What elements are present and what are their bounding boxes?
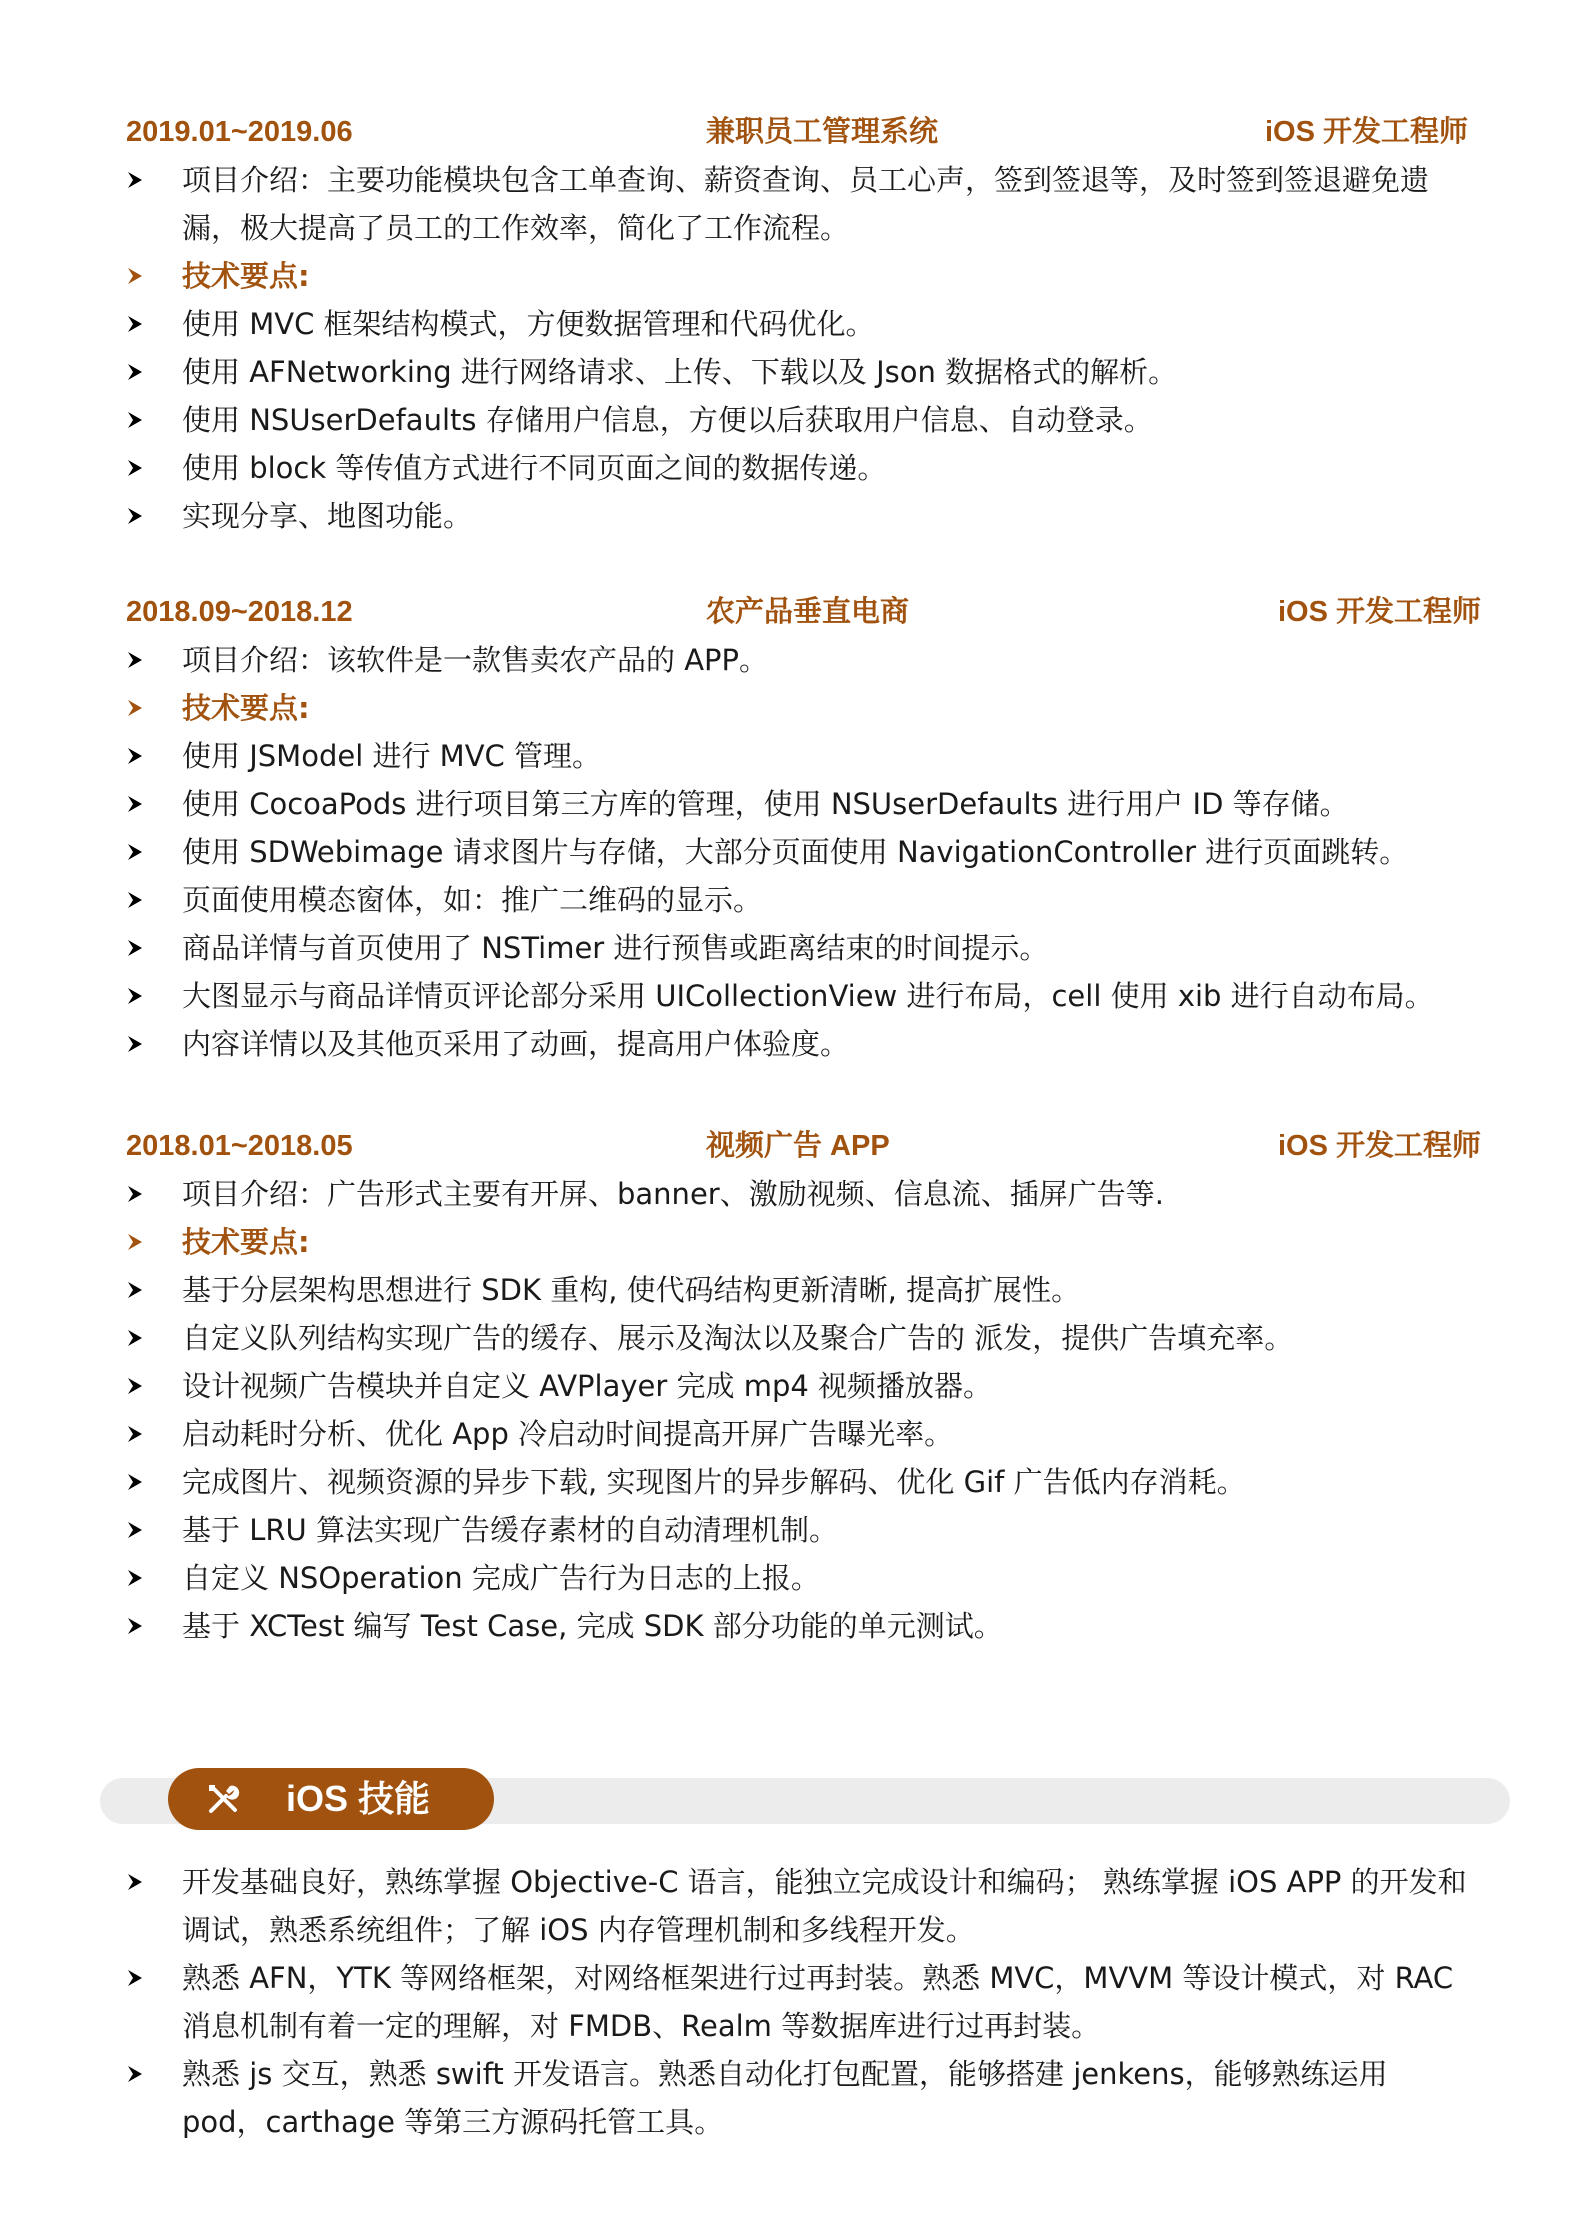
skills-section-heading bbox=[168, 1768, 494, 1830]
project-name: 兼职员工管理系统 bbox=[706, 116, 939, 148]
list-item: 商品详情与首页使用了 NSTimer 进行预售或距离结束的时间提示。 bbox=[0, 924, 1580, 972]
skills-section-title: iOS 技能 bbox=[286, 1778, 431, 1819]
arrow-bullet-icon bbox=[126, 252, 154, 300]
project-bullet-list bbox=[0, 636, 1580, 1068]
arrow-bullet-icon bbox=[126, 1858, 154, 1906]
project-name: 视频广告 APP bbox=[706, 1130, 890, 1162]
arrow-bullet-icon bbox=[126, 300, 154, 348]
list-item: 熟悉 AFN，YTK 等网络框架，对网络框架进行过再封装。熟悉 MVC，MVVM 等设计模式，对 RAC 消息机制有着一定的理解，对 FMDB、Realm 等数据库进行过再封装。 bbox=[0, 1954, 1580, 2050]
list-item: 基于分层架构思想进行 SDK 重构, 使代码结构更新清晰, 提高扩展性。 bbox=[0, 1266, 1580, 1314]
list-item: 项目介绍：广告形式主要有开屏、banner、激励视频、信息流、插屏广告等. bbox=[0, 1170, 1580, 1218]
list-item: 大图显示与商品详情页评论部分采用 UICollectionView 进行布局，cell 使用 xib 进行自动布局。 bbox=[0, 972, 1580, 1020]
arrow-bullet-icon bbox=[126, 684, 154, 732]
arrow-bullet-icon bbox=[126, 348, 154, 396]
arrow-bullet-icon bbox=[126, 1170, 154, 1218]
list-item: 自定义队列结构实现广告的缓存、展示及淘汰以及聚合广告的 派发，提供广告填充率。 bbox=[0, 1314, 1580, 1362]
list-item: 熟悉 js 交互，熟悉 swift 开发语言。熟悉自动化打包配置，能够搭建 jenkens，能够熟练运用 pod，carthage 等第三方源码托管工具。 bbox=[0, 2050, 1580, 2146]
project-date: 2018.01~2018.05 bbox=[126, 1130, 353, 1162]
arrow-bullet-icon bbox=[126, 1020, 154, 1068]
tools-icon bbox=[206, 1782, 240, 1816]
arrow-bullet-icon bbox=[126, 636, 154, 684]
project-section-2 bbox=[0, 588, 1580, 1068]
project-header bbox=[0, 1122, 1580, 1170]
list-item: 实现分享、地图功能。 bbox=[0, 492, 1580, 540]
arrow-bullet-icon bbox=[126, 1554, 154, 1602]
list-item: 使用 block 等传值方式进行不同页面之间的数据传递。 bbox=[0, 444, 1580, 492]
list-item: 使用 CocoaPods 进行项目第三方库的管理，使用 NSUserDefaults 进行用户 ID 等存储。 bbox=[0, 780, 1580, 828]
list-item: 开发基础良好，熟练掌握 Objective-C 语言，能独立完成设计和编码； 熟练掌握 iOS APP 的开发和调试，熟悉系统组件；了解 iOS 内存管理机制和多线程开发。 bbox=[0, 1858, 1580, 1954]
project-bullet-list bbox=[0, 1170, 1580, 1650]
arrow-bullet-icon bbox=[126, 492, 154, 540]
list-item: 自定义 NSOperation 完成广告行为日志的上报。 bbox=[0, 1554, 1580, 1602]
list-item: 内容详情以及其他页采用了动画，提高用户体验度。 bbox=[0, 1020, 1580, 1068]
list-item: 项目介绍：该软件是一款售卖农产品的 APP。 bbox=[0, 636, 1580, 684]
project-section-3 bbox=[0, 1122, 1580, 1650]
list-item: 完成图片、视频资源的异步下载, 实现图片的异步解码、优化 Gif 广告低内存消耗。 bbox=[0, 1458, 1580, 1506]
arrow-bullet-icon bbox=[126, 876, 154, 924]
arrow-bullet-icon bbox=[126, 1954, 154, 2002]
list-item: 页面使用模态窗体，如：推广二维码的显示。 bbox=[0, 876, 1580, 924]
list-item: 基于 LRU 算法实现广告缓存素材的自动清理机制。 bbox=[0, 1506, 1580, 1554]
project-name: 农产品垂直电商 bbox=[706, 596, 910, 628]
list-item: 设计视频广告模块并自定义 AVPlayer 完成 mp4 视频播放器。 bbox=[0, 1362, 1580, 1410]
project-section-1 bbox=[0, 108, 1580, 540]
arrow-bullet-icon bbox=[126, 1506, 154, 1554]
arrow-bullet-icon bbox=[126, 828, 154, 876]
list-item: 使用 SDWebimage 请求图片与存储，大部分页面使用 NavigationController 进行页面跳转。 bbox=[0, 828, 1580, 876]
project-header bbox=[0, 108, 1580, 156]
arrow-bullet-icon bbox=[126, 924, 154, 972]
arrow-bullet-icon bbox=[126, 1458, 154, 1506]
arrow-bullet-icon bbox=[126, 444, 154, 492]
arrow-bullet-icon bbox=[126, 396, 154, 444]
list-item: 基于 XCTest 编写 Test Case, 完成 SDK 部分功能的单元测试。 bbox=[0, 1602, 1580, 1650]
list-item: 使用 AFNetworking 进行网络请求、上传、下载以及 Json 数据格式的解析。 bbox=[0, 348, 1580, 396]
project-role: iOS 开发工程师 bbox=[1265, 116, 1469, 148]
skills-list-section bbox=[0, 1858, 1580, 2146]
arrow-bullet-icon bbox=[126, 972, 154, 1020]
project-header bbox=[0, 588, 1580, 636]
list-item: 技术要点: bbox=[0, 252, 1580, 300]
arrow-bullet-icon bbox=[126, 1602, 154, 1650]
project-date: 2019.01~2019.06 bbox=[126, 116, 353, 148]
arrow-bullet-icon bbox=[126, 1218, 154, 1266]
skills-bullet-list bbox=[0, 1858, 1580, 2146]
project-role: iOS 开发工程师 bbox=[1278, 596, 1482, 628]
project-role: iOS 开发工程师 bbox=[1278, 1130, 1482, 1162]
list-item: 启动耗时分析、优化 App 冷启动时间提高开屏广告曝光率。 bbox=[0, 1410, 1580, 1458]
arrow-bullet-icon bbox=[126, 156, 154, 204]
arrow-bullet-icon bbox=[126, 732, 154, 780]
arrow-bullet-icon bbox=[126, 1410, 154, 1458]
project-date: 2018.09~2018.12 bbox=[126, 596, 353, 628]
list-item: 项目介绍：主要功能模块包含工单查询、薪资查询、员工心声，签到签退等，及时签到签退避免遗漏，极大提高了员工的工作效率，简化了工作流程。 bbox=[0, 156, 1580, 252]
list-item: 使用 JSModel 进行 MVC 管理。 bbox=[0, 732, 1580, 780]
arrow-bullet-icon bbox=[126, 1314, 154, 1362]
project-bullet-list bbox=[0, 156, 1580, 540]
list-item: 技术要点: bbox=[0, 1218, 1580, 1266]
arrow-bullet-icon bbox=[126, 2050, 154, 2098]
arrow-bullet-icon bbox=[126, 780, 154, 828]
list-item: 技术要点: bbox=[0, 684, 1580, 732]
list-item: 使用 MVC 框架结构模式，方便数据管理和代码优化。 bbox=[0, 300, 1580, 348]
list-item: 使用 NSUserDefaults 存储用户信息，方便以后获取用户信息、自动登录。 bbox=[0, 396, 1580, 444]
arrow-bullet-icon bbox=[126, 1266, 154, 1314]
arrow-bullet-icon bbox=[126, 1362, 154, 1410]
